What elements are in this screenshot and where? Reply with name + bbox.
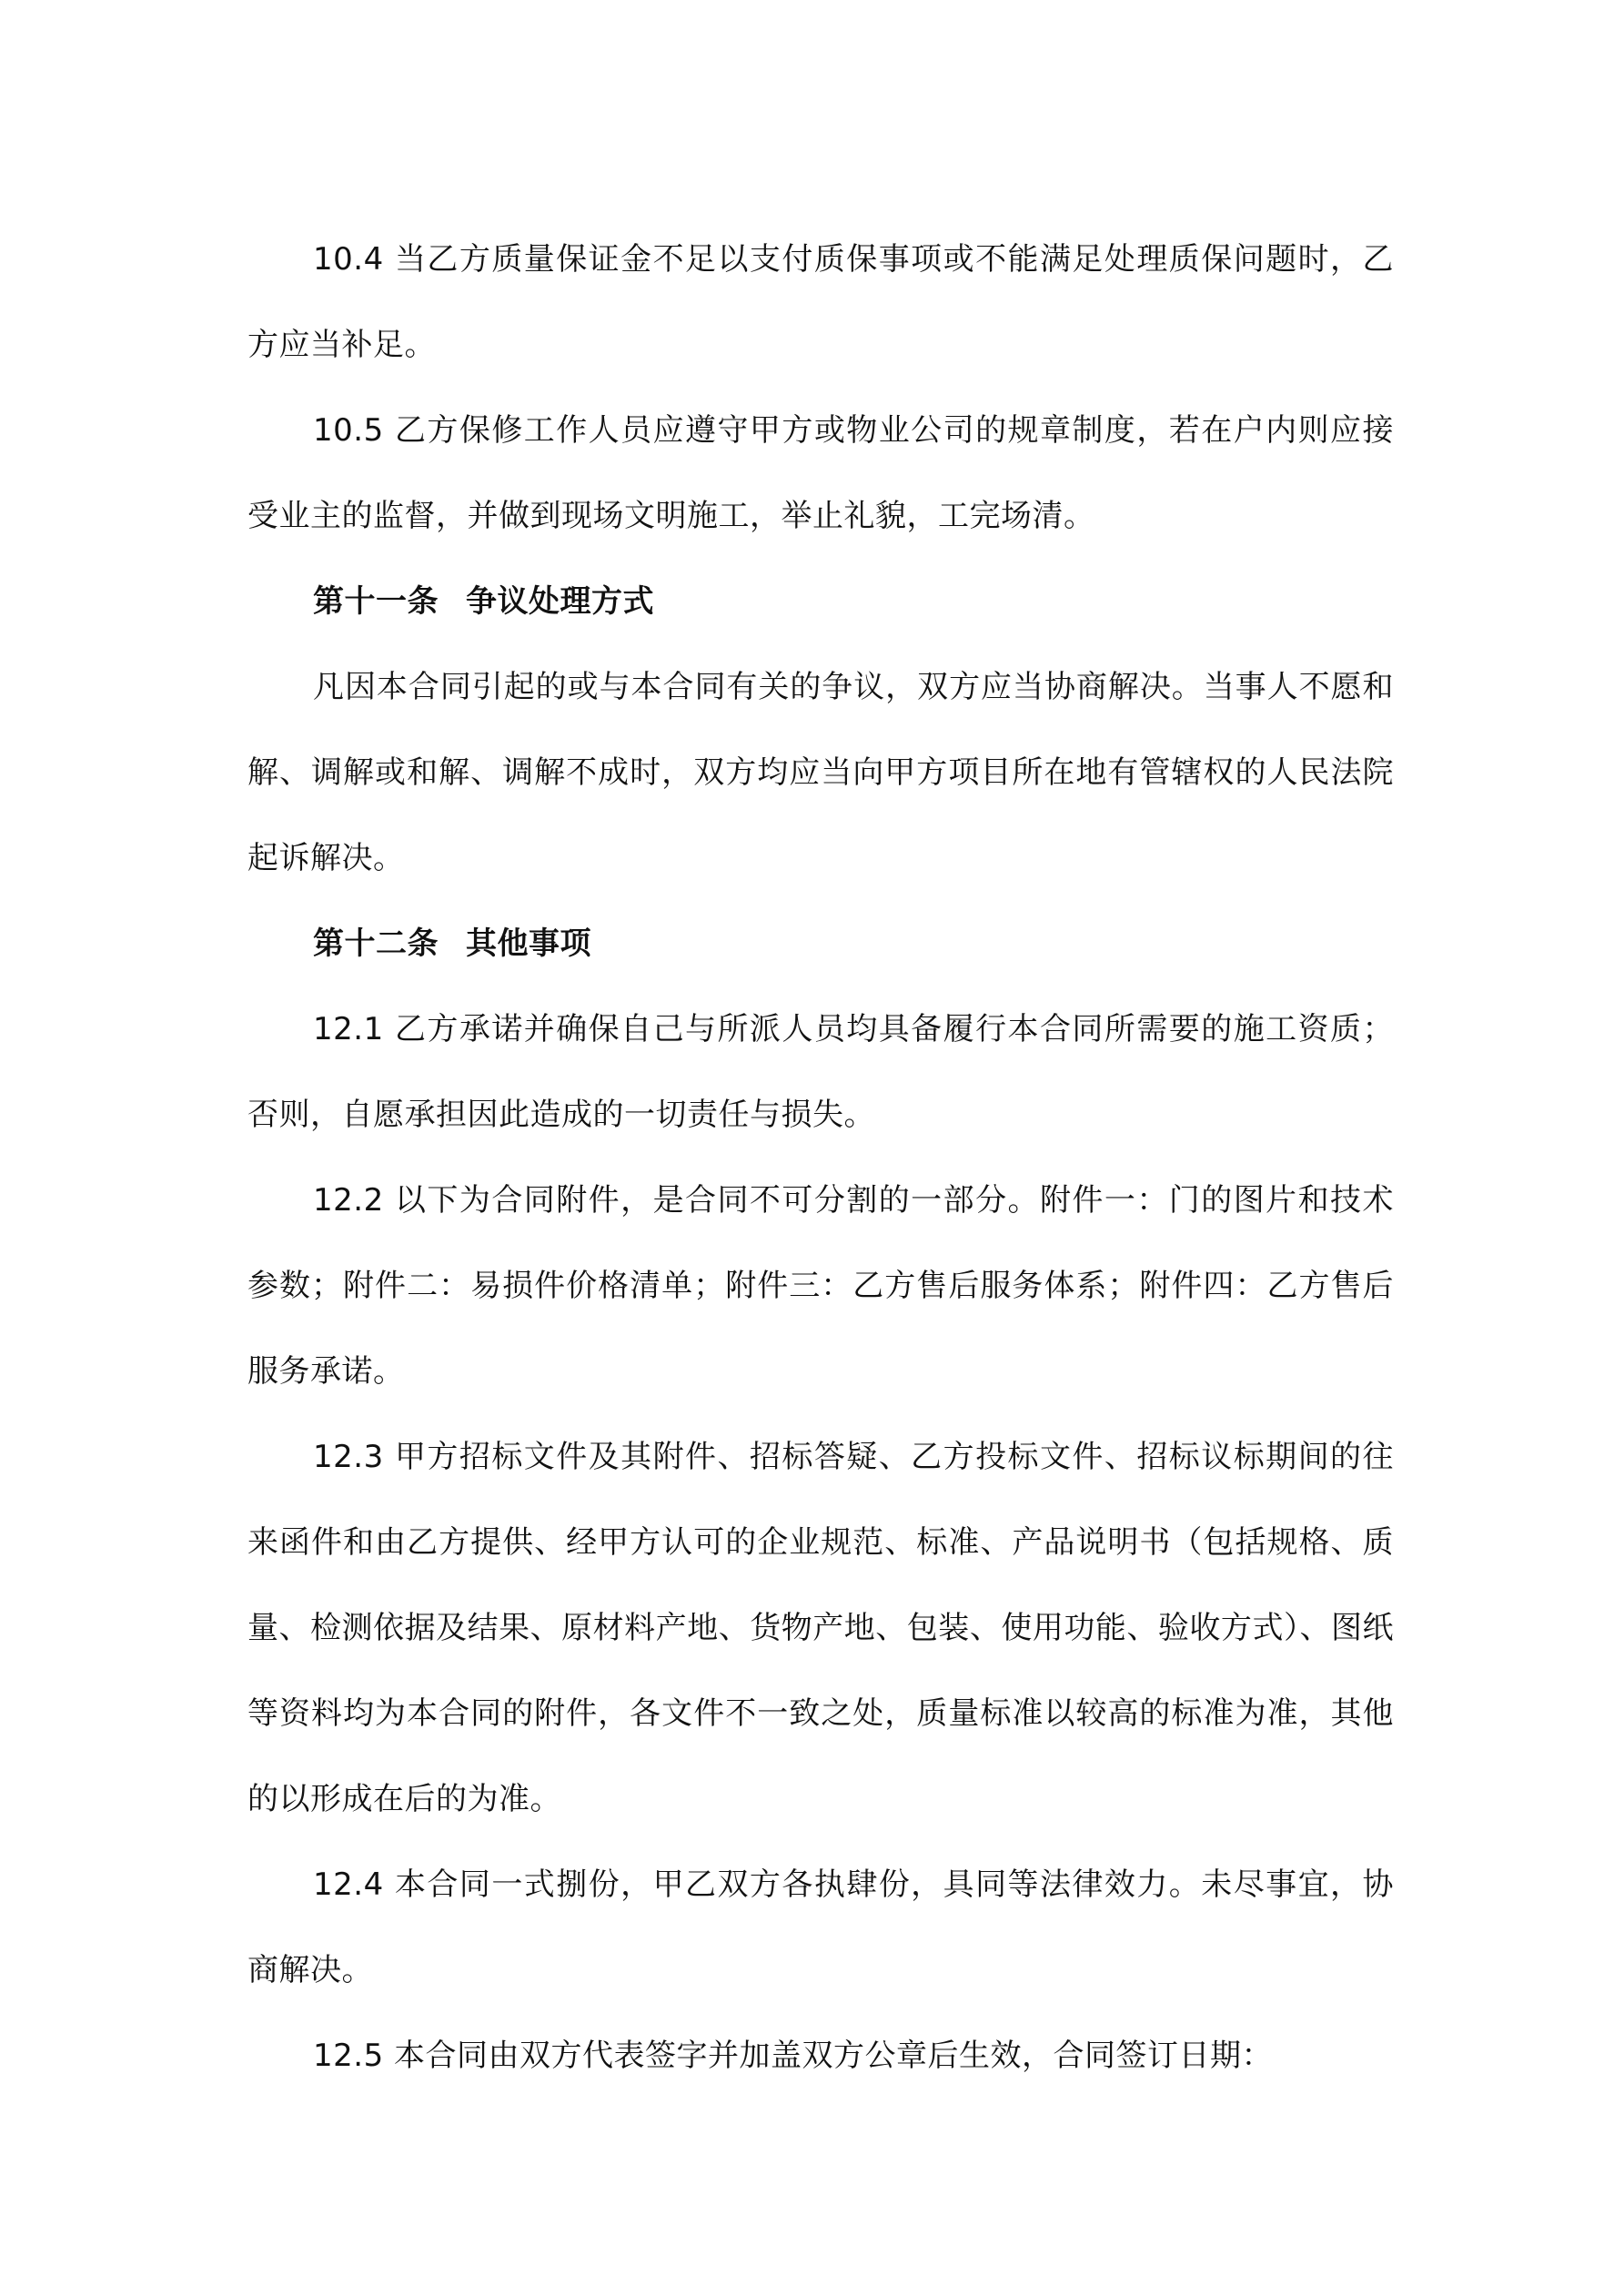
clause-12-5: 12.5 本合同由双方代表签字并加盖双方公章后生效，合同签订日期： — [313, 2038, 1274, 2074]
article-12-title: 其他事项 — [466, 925, 591, 962]
article-11-number: 第十一条 — [313, 583, 439, 620]
clause-10-4: 10.4 当乙方质量保证金不足以支付质保事项或不能满足处理质保问题时，乙方应当补足。 — [247, 241, 1394, 363]
contract-body — [247, 217, 1394, 2099]
clause-12-1: 12.1 乙方承诺并确保自己与所派人员均具备履行本合同所需要的施工资质；否则，自愿承担因此造成的一切责任与损失。 — [247, 1011, 1394, 1133]
article-11-heading — [247, 559, 1394, 644]
article-12-number: 第十二条 — [313, 925, 439, 962]
clause-10-5: 10.5 乙方保修工作人员应遵守甲方或物业公司的规章制度，若在户内则应接受业主的监督，并做到现场文明施工，举止礼貌，工完场清。 — [247, 412, 1394, 534]
dispute-resolution-paragraph: 凡因本合同引起的或与本合同有关的争议，双方应当协商解决。当事人不愿和解、调解或和解、调解不成时，双方均应当向甲方项目所在地有管辖权的人民法院起诉解决。 — [247, 669, 1394, 876]
clause-12-2: 12.2 以下为合同附件，是合同不可分割的一部分。附件一：门的图片和技术参数；附件二：易损件价格清单；附件三：乙方售后服务体系；附件四：乙方售后服务承诺。 — [247, 1182, 1394, 1390]
clause-12-4: 12.4 本合同一式捌份，甲乙双方各执肆份，具同等法律效力。未尽事宜，协商解决。 — [247, 1866, 1394, 1988]
article-12-heading — [247, 901, 1394, 986]
clause-12-3: 12.3 甲方招标文件及其附件、招标答疑、乙方投标文件、招标议标期间的往来函件和由乙方提供、经甲方认可的企业规范、标准、产品说明书（包括规格、质量、检测依据及结果、原材料产地、货物产地、包装、使用功能、验收方式）、图纸等资料均为本合同的附件，各文件不一致之处，质量标准以较高的标准为准，其他的以形成在后的为准。 — [247, 1439, 1394, 1817]
article-11-title: 争议处理方式 — [466, 583, 654, 620]
